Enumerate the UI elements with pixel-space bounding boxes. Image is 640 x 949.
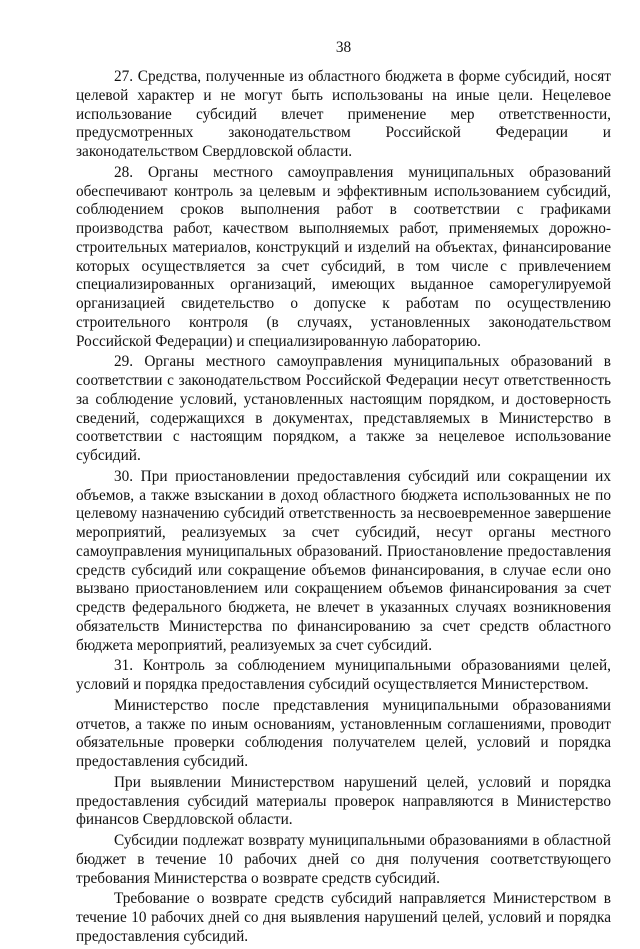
paragraph-31: 31. Контроль за соблюдением муниципальными образованиями целей, условий и порядка предоставления субсидий осуществляется Министерством.	[76, 657, 611, 693]
document-page	[76, 0, 611, 945]
document-body	[76, 68, 611, 949]
paragraph-refund-demand: Требование о возврате средств субсидий направляется Министерством в течение 10 рабочих дней со дня выявления нарушений целей, условий и порядка предоставления субсидий.	[76, 890, 611, 945]
page-number: 38	[335, 39, 352, 56]
paragraph-ministry-checks: Министерство после представления муниципальными образованиями отчетов, а также по иным основаниям, установленным соглашениями, проводит обязательные проверки соблюдения получателем целей, условий и порядка предоставления субсидий.	[76, 696, 611, 770]
paragraph-refund: Субсидии подлежат возврату муниципальными образованиями в областной бюджет в течение 10 рабочих дней со дня получения соответствующего требования Министерства о возврате средств субсидий.	[76, 832, 611, 887]
paragraph-28: 28. Органы местного самоуправления муниципальных образований обеспечивают контроль за целевым и эффективным использованием субсидий, соблюдением сроков выполнения работ в соответствии с графиками производства работ, качеством выполняемых работ, применяемых дорожно-строительных материалов, конструкций и изделий на объектах, финансирование которых осуществляется за счет субсидий, в том числе с привлечением специализированных организаций, имеющих выданное саморегулируемой организацией свидетельство о допуске к работам по осуществлению строительного контроля (в случаях, установленных законодательством Российской Федерации) и специализированную лабораторию.	[76, 163, 611, 350]
paragraph-violations: При выявлении Министерством нарушений целей, условий и порядка предоставления субсидий материалы проверок направляются в Министерство финансов Свердловской области.	[76, 773, 611, 829]
paragraph-27: 27. Средства, полученные из областного бюджета в форме субсидий, носят целевой характер и не могут быть использованы на иные цели. Нецелевое использование субсидий влечет применение мер ответственности, предусмотренных законодательством Российской Федерации и законодательством Свердловской области.	[76, 68, 611, 160]
paragraph-30: 30. При приостановлении предоставления субсидий или сокращении их объемов, а также взыскании в доход областного бюджета использованных не по целевому назначению субсидий ответственность за несвоевременное завершение мероприятий, реализуемых за счет субсидий, несут органы местного самоуправления муниципальных образований. Приостановление предоставления средств субсидий или сокращение объемов финансирования, в случае если оно вызвано приостановлением или сокращением объемов финансирования за счет средств федерального бюджета, не влечет в указанных случаях возникновения обязательств Министерства по финансированию за счет средств областного бюджета мероприятий, реализуемых за счет субсидий.	[76, 467, 611, 654]
paragraph-29: 29. Органы местного самоуправления муниципальных образований в соответствии с законодательством Российской Федерации несут ответственность за соблюдение условий, установленных настоящим порядком, и достоверность сведений, содержащихся в документах, представляемых в Министерство в соответствии с настоящим порядком, а также за нецелевое использование субсидий.	[76, 353, 611, 464]
